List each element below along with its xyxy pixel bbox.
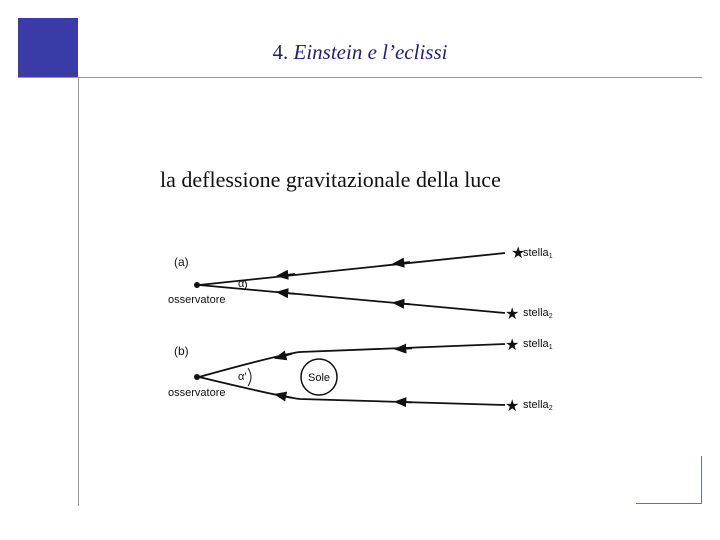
star2-a-sub: 2 (548, 313, 553, 320)
star2-a-label (523, 307, 553, 320)
ray-a-star1 (199, 253, 505, 285)
observer-b-label: osservatore (168, 387, 226, 399)
star2-b-name: stella (523, 399, 549, 411)
star1-b-sub: 1 (548, 344, 553, 351)
star2-b-label (523, 399, 553, 412)
star1-b-icon: ★ (505, 337, 520, 354)
star2-b-icon: ★ (505, 398, 520, 415)
angle-b-label: α′ (238, 371, 247, 383)
title-text: Einstein e l’eclissi (293, 40, 448, 64)
ray-b-star2-arrow-near (280, 395, 292, 398)
star1-b-name: stella (523, 338, 549, 350)
panel-a-label: (a) (174, 255, 189, 269)
star1-a-icon: ★ (511, 245, 526, 262)
ray-a-star2-arrow-far (398, 303, 410, 304)
angle-a-label: α (238, 278, 245, 290)
ray-a-star2-arrow-near (282, 293, 295, 294)
panel-b (168, 337, 553, 415)
slide-subtitle: la deflessione gravitazionale della luce (160, 167, 501, 192)
title-number: 4. (272, 40, 289, 64)
star1-b-label (523, 338, 553, 351)
star2-a-name: stella (523, 307, 549, 319)
sun-label: Sole (307, 372, 331, 384)
star1-a-sub: 1 (548, 253, 553, 260)
ray-b-star1-arrow-far (400, 348, 412, 349)
corner-bracket-vertical (701, 456, 702, 504)
angle-b-arc (248, 368, 251, 386)
star2-b-sub: 2 (548, 405, 553, 412)
observer-a-label: osservatore (168, 294, 226, 306)
corner-bracket-horizontal (636, 503, 702, 504)
panel-a (168, 245, 553, 323)
star1-a-name: stella (523, 247, 549, 259)
star1-a-label (523, 247, 553, 260)
panel-b-label: (b) (174, 344, 189, 358)
star2-a-icon: ★ (505, 306, 520, 323)
